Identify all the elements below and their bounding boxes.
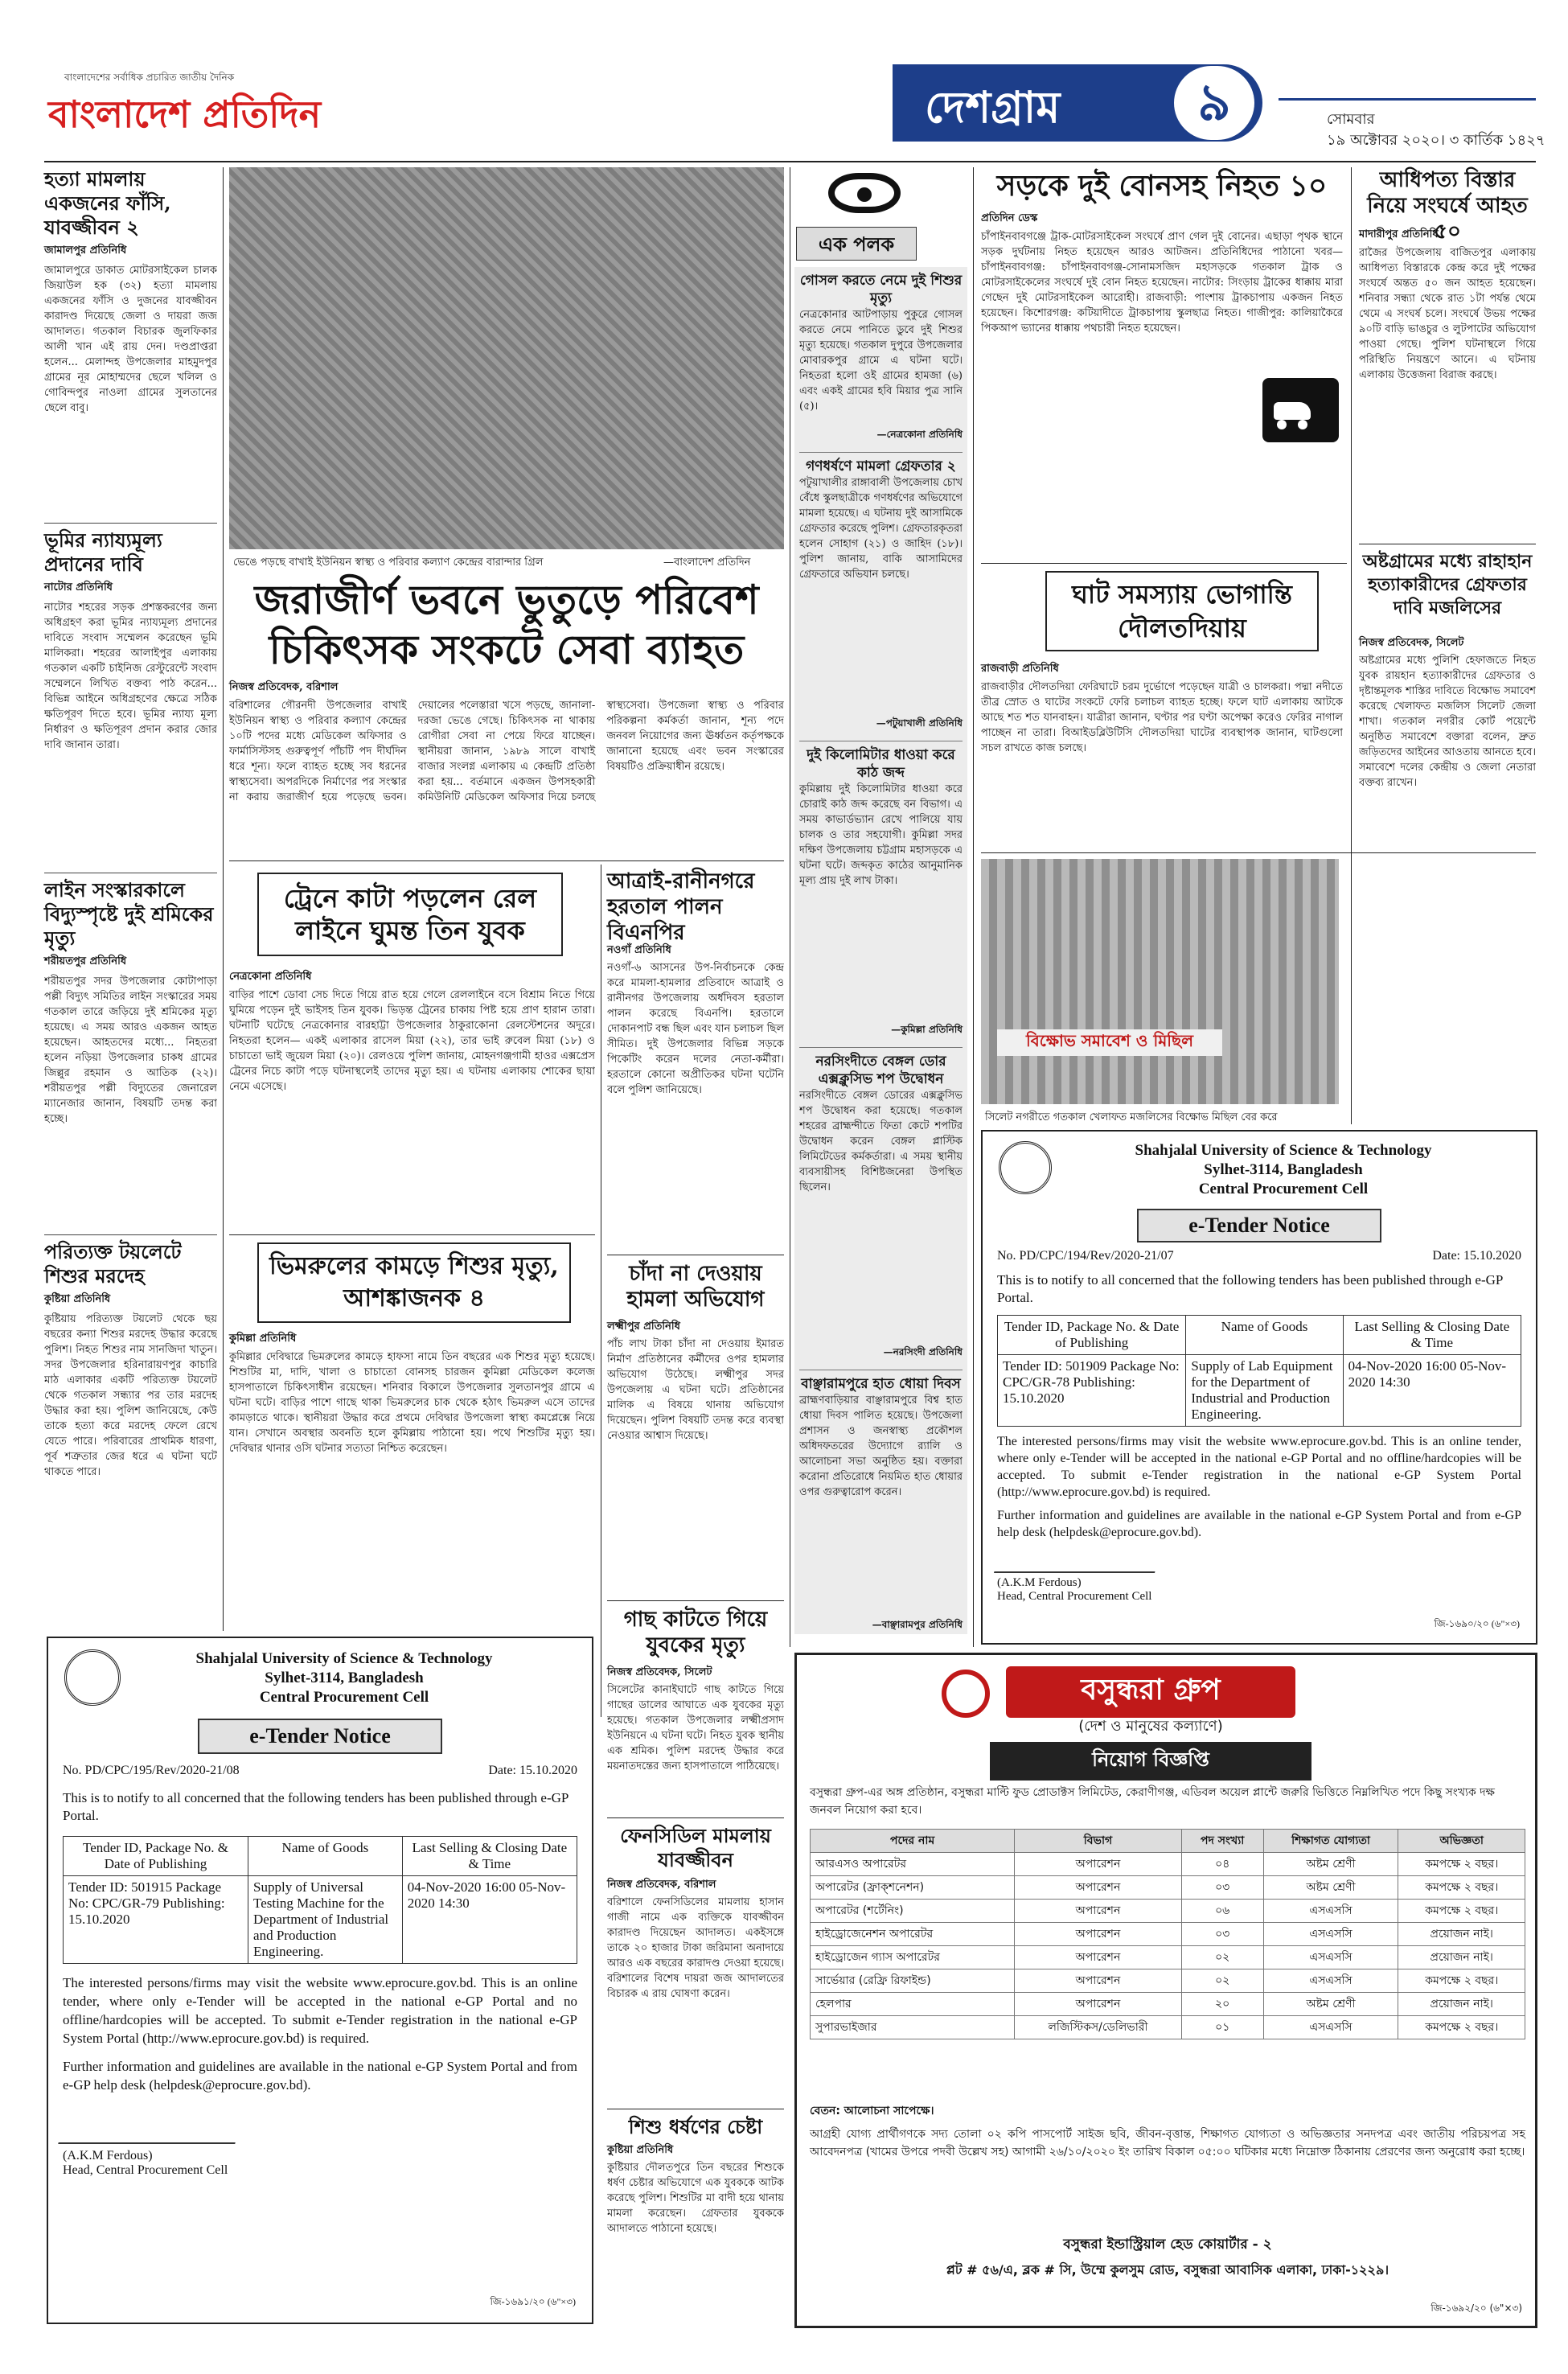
byline-main: নিজস্ব প্রতিবেদক, বরিশাল (229, 681, 339, 693)
tender-left-no: No. PD/CPC/195/Rev/2020-21/08 (63, 1764, 240, 1777)
byline-bhumi: নাটোর প্রতিনিধি (44, 581, 113, 594)
body-ghat: রাজবাড়ীর দৌলতদিয়া ফেরিঘাটে চরম দুর্ভোগে পড়েছেন যাত্রী ও চালকরা। পদ্মা নদীতে তীব্র স্রোত ও ঘাটের সংকটে ফেরি চলাচল ব্যাহত হচ্ছে। ফলে ঘাট এলাকায় আটকে আছে শত শত যানবাহন। যাত্রীরা জানান, ঘণ্টার পর ঘণ্টা অপেক্ষা করেও ফেরির নাগাল পাচ্ছেন না তারা। বিআইডব্লিউটিসি দৌলতদিয়া ঘাটের ব্যবস্থাপক জানান, ঘাটগুলো সচল রাখতে কাজ চলছে। (981, 681, 1343, 754)
page-number: ৯ (1174, 66, 1254, 140)
tender-left-date: Date: 15.10.2020 (488, 1764, 577, 1777)
brand-tagline: বাংলাদেশের সর্বাধিক প্রচারিত জাতীয় দৈনিক (64, 72, 235, 83)
story-bhumi (44, 523, 217, 869)
ekpolok-item-body: কুমিল্লায় দুই কিলোমিটার ধাওয়া করে চোরাই কাঠ জব্দ করেছে বন বিভাগ। এ সময় কাভার্ডভ্যান রেখে পালিয়ে যায় চালক ও তার সহযোগী। কুমিল্লা সদর দক্ষিণ উপজেলায় চট্টগ্রাম মহাসড়কে এ ঘটনা ঘটে। জব্দকৃত কাঠের আনুমানিক মূল্য প্রায় দুই লাখ টাকা। (799, 783, 963, 887)
headline-toilet: পরিত্যক্ত টয়লেটে শিশুর মরদেহ (44, 1240, 182, 1288)
tender-right-c1: Tender ID: 501909 Package No: CPC/GR-78 Publishing: 15.10.2020 (998, 1355, 1186, 1427)
job-cell: অপারেশন (1015, 1993, 1181, 2016)
col-divider-1 (223, 167, 224, 1631)
job-cell: ০৩ (1181, 1923, 1263, 1946)
job-cell: কমপক্ষে ২ বছর। (1398, 1900, 1525, 1923)
byline-fencidil: নিজস্ব প্রতিবেদক, বরিশাল (607, 1879, 716, 1891)
job-cell: অপারেশন (1015, 1923, 1181, 1946)
tender-left-sig-name: (A.K.M Ferdous) (63, 2149, 153, 2162)
byline-shishu: কুষ্টিয়া প্রতিনিধি (607, 2144, 674, 2156)
byline-toilet: কুষ্টিয়া প্রতিনিধি (44, 1293, 111, 1305)
body-shishu: কুষ্টিয়ার দৌলতপুরে তিন বছরের শিশুকে ধর্ষণ চেষ্টার অভিযোগে এক যুবককে আটক করেছে পুলিশ। শিশুটির মা বাদী হয়ে থানায় মামলা করেছেন। গ্রেফতার যুবককে আদালতে পাঠানো হয়েছে। (607, 2162, 784, 2235)
ekpolok-item-title: গোসল করতে নেমে দুই শিশুর মৃত্যু (799, 273, 963, 306)
headline-sorok: সড়কে দুই বোনসহ নিহত ১০ (996, 169, 1328, 203)
tender-right-refline (997, 1249, 1521, 1263)
sust-logo-icon (64, 1649, 121, 1706)
headline-ashteagram: অষ্টগ্রামের মধ্যে রাহাহান হত্যাকারীদের গ্রেফতার দাবি মজলিসের (1362, 551, 1533, 618)
bashundhara-logo-icon (942, 1670, 990, 1718)
tender-left-c1: Tender ID: 501915 Package No: CPC/GR-79 Publishing: 15.10.2020 (64, 1876, 248, 1964)
main-photo-credit: —বাংলাদেশ প্রতিদিন (663, 557, 751, 569)
gach-rule (607, 1600, 784, 1601)
protest-caption: সিলেট নগরীতে গতকাল খেলাফত মজলিসের বিক্ষোভ মিছিল বের করে (985, 1111, 1278, 1123)
tender-left-cell: Central Procurement Cell (259, 1689, 429, 1706)
tender-right-sig-name: (A.K.M Ferdous) (997, 1576, 1082, 1589)
table-row (811, 1853, 1525, 1876)
bashundhara-ref: জি-১৬৯২/২০ (৬"×৩) (1430, 2302, 1522, 2314)
section-title: দেশগ্রাম (925, 82, 1061, 133)
headline-fencidil: ফেনসিডিল মামলায় যাবজ্জীবন (620, 1824, 771, 1871)
job-cell: ২০ (1181, 1993, 1263, 2016)
bashundhara-ad (794, 1653, 1537, 2328)
tender-left-org: Shahjalal University of Science & Technology (195, 1650, 493, 1667)
header-date: ১৯ অক্টোবর ২০২০। ৩ কার্তিক ১৪২৭ (1327, 132, 1545, 149)
job-col-header: শিক্ষাগত যোগ্যতা (1263, 1830, 1398, 1853)
bashundhara-title: নিয়োগ বিজ্ঞপ্তি (990, 1742, 1311, 1780)
tender-left-h3: Last Selling & Closing Date & Time (402, 1837, 577, 1876)
job-col-header: বিভাগ (1015, 1830, 1181, 1853)
tender-right (981, 1130, 1537, 1645)
tender-right-title: e-Tender Notice (1137, 1209, 1381, 1242)
job-cell: প্রয়োজন নাই। (1398, 1923, 1525, 1946)
body-line: শরীয়তপুর সদর উপজেলার কোটাপাড়া পল্লী বিদ্যুৎ সমিতির লাইন সংস্কারের সময় গতকাল তারে জড়িয়ে দুই শ্রমিকের মৃত্যু হয়েছে। এ সময় আরও একজন আহত হয়েছেন। আহতদের মধ্যে... নিহতরা হলেন নড়িয়া উপজেলার চাকধ গ্রামের জিল্লুর রহমান ও আতিক (২২)। শরীয়তপুর পল্লী বিদ্যুতের জেনারেল ম্যানেজার জানান, বিষয়টি তদন্ত করা হচ্ছে। (44, 975, 217, 1125)
table-row (811, 1969, 1525, 1993)
tender-right-h3: Last Selling & Closing Date & Time (1343, 1316, 1521, 1355)
tender-right-h2: Name of Goods (1186, 1316, 1343, 1355)
job-cell: এসএসসি (1263, 2016, 1398, 2039)
masthead-rule (44, 161, 1536, 162)
ekpolok-list (794, 267, 967, 1634)
job-cell: ০৩ (1181, 1876, 1263, 1900)
ghat-rule (981, 563, 1347, 564)
ekpolok-item-body: পটুয়াখালীর রাঙ্গাবালী উপজেলায় চোখ বেঁধে স্কুলছাত্রীকে গণধর্ষণের অভিযোগে মামলা হয়েছে। এ ঘটনায় দুই আসামিকে গ্রেফতার করেছে পুলিশ। গ্রেফতারকৃতরা হলেন সোহাগ (২১) ও জাহিদ (১৮)। পুলিশ জানায়, বাকি আসামিদের গ্রেফতারে অভিযান চলছে। (799, 477, 963, 581)
main-photo (229, 167, 784, 549)
job-cell: অপারেটর (ফ্রাক্শনেশন) (811, 1876, 1015, 1900)
tender-right-addr: Sylhet-3114, Bangladesh (1204, 1161, 1363, 1178)
headline-chanda: চাঁদা না দেওয়ায় হামলা অভিযোগ (626, 1262, 765, 1312)
ekpolok-item (799, 1370, 963, 1634)
bashundhara-name: বসুন্ধরা গ্রুপ (1006, 1666, 1295, 1718)
headline-train: ট্রেনে কাটা পড়লেন রেল লাইনে ঘুমন্ত তিন যুবক (257, 873, 563, 956)
byline-hatya: জামালপুর প্রতিনিধি (44, 244, 127, 257)
byline-bhimrul: কুমিল্লা প্রতিনিধি (229, 1333, 297, 1345)
body-bhumi: নাটোর শহরের সড়ক প্রশস্তকরণের জন্য অধিগ্রহণ করা ভূমির ন্যায্যমূল্য প্রদানের দাবিতে সংবাদ সম্মেলন করেছেন ভূমি মালিকরা। শহরের আলাইপুর এলাকায় গতকাল একটি চাইনিজ রেস্টুরেন্টে সংবাদ সম্মেলনে লিখিত বক্তব্য পাঠ করেন... বিভিন্ন আইনে অধিগ্রহণের ক্ষেত্রে সঠিক ক্ষতিপূরণ দিতে হবে। ভূমির ন্যায্য মূল্য নির্ধারণ ও ক্ষতিপূরণ প্রদান করার জোর দাবি জানান তারা। (44, 602, 217, 751)
job-cell: হাইড্রোজেন গ্যাস অপারেটর (811, 1946, 1015, 1969)
byline-adhipotto: মাদারীপুর প্রতিনিধি (1359, 228, 1439, 240)
tender-right-no: No. PD/CPC/194/Rev/2020-21/07 (997, 1249, 1174, 1263)
table-row (811, 1900, 1525, 1923)
ekpolok-item (799, 1047, 963, 1362)
ekpolok-item (799, 452, 963, 733)
bashundhara-hq: বসুন্ধরা ইন্ডাস্ট্রিয়াল হেড কোয়ার্টার - ২ (1063, 2236, 1272, 2253)
byline-ashteagram: নিজস্ব প্রতিবেদক, সিলেট (1359, 637, 1464, 649)
job-cell: অষ্টম শ্রেণী (1263, 1876, 1398, 1900)
headline-ghat: ঘাট সমস্যায় ভোগান্তি দৌলতদিয়ায় (1045, 571, 1319, 651)
body-sorok: চাঁপাইনবাবগঞ্জে ট্রাক-মোটরসাইকেল সংঘর্ষে প্রাণ গেল দুই বোনের। এছাড়া পৃথক স্থানে সড়ক দুর্ঘটনায় নিহত হয়েছেন আরও আটজন। প্রতিনিধিদের পাঠানো খবর— চাঁপাইনবাবগঞ্জ: চাঁপাইনবাবগঞ্জ-সোনামসজিদ মহাসড়কে গতকাল ট্রাক ও মোটরসাইকেলের সংঘর্ষে দুই বোন নিহত হয়েছেন। নাটোর: সিংড়ায় ট্রাকের ধাক্কায় মারা গেছেন দুই মোটরসাইকেল আরোহী। রাজবাড়ী: পাংশায় ট্রাকচাপায় একজন নিহত হয়েছেন। কিশোরগঞ্জ: কটিয়াদীতে ট্রাকচাপায় স্কুলছাত্র নিহত। গাজীপুর: কালিয়াকৈরে পিকআপ ভ্যানের ধাক্কায় পথচারী নিহত হয়েছেন। (981, 231, 1343, 335)
headline-bhimrul: ভিমরুলের কামড়ে শিশুর মৃত্যু, আশঙ্কাজনক ৪ (257, 1242, 571, 1323)
tender-left-ref: জি-১৬৯১/২০ (৬"×৩) (490, 2296, 576, 2307)
headline-adhipotto: আধিপত্য বিস্তার নিয়ে সংঘর্ষে আহত ৫০ (1367, 168, 1528, 244)
header-day: সোমবার (1327, 111, 1375, 128)
table-row (811, 1923, 1525, 1946)
ekpolok-item-title: নরসিংদীতে বেঙ্গল ডোর এক্সক্লুসিভ শপ উদ্বোধন (815, 1054, 946, 1087)
job-cell: অষ্টম শ্রেণী (1263, 1993, 1398, 2016)
tender-left-signature (58, 2107, 244, 2144)
body-chanda: পাঁচ লাখ টাকা চাঁদা না দেওয়ায় ইমারত নির্মাণ প্রতিষ্ঠানের কর্মীদের ওপর হামলার অভিযোগ উঠেছে। লক্ষ্মীপুর সদর উপজেলায় এ ঘটনা ঘটে। প্রতিষ্ঠানের মালিক এ বিষয়ে থানায় অভিযোগ দিয়েছেন। পুলিশ বিষয়টি তদন্ত করে ব্যবস্থা নেওয়ার আশ্বাস দিয়েছে। (607, 1338, 784, 1442)
tender-left-addr: Sylhet-3114, Bangladesh (265, 1670, 424, 1686)
bashundhara-salary: বেতন: আলোচনা সাপেক্ষে। (810, 2105, 934, 2117)
ekpolok-item-body: নেত্রকোনার আটপাড়ায় পুকুরে গোসল করতে নেমে পানিতে ডুবে দুই শিশুর মৃত্যু হয়েছে। গতকাল দুপুরে উপজেলার মোবারকপুর গ্রামে এ ঘটনা ঘটে। নিহতরা হলো ওই গ্রামের হামজা (৬) এবং একই গ্রামের হবি মিয়ার পুত্র সানি (৫)। (799, 309, 963, 413)
byline-chanda: লক্ষ্মীপুর প্রতিনিধি (607, 1320, 680, 1333)
bashundhara-address: প্লট # ৫৬/এ, ব্লক # সি, উম্মে কুলসুম রোড, বসুন্ধরা আবাসিক এলাকা, ঢাকা-১২২৯। (946, 2262, 1389, 2277)
job-cell: অপারেশন (1015, 1946, 1181, 1969)
job-cell: সার্ভেয়ার (রেফ্রি রিফাইন্ড) (811, 1969, 1015, 1993)
tender-right-ref: জি-১৬৯০/২০ (৬"×৩) (1434, 1618, 1520, 1629)
ekpolok-item-body: ব্রাহ্মণবাড়িয়ার বাঞ্ছারামপুরে বিশ্ব হাত ধোয়া দিবস পালিত হয়েছে। উপজেলা প্রশাসন ও জনস্বাস্থ্য প্রকৌশল অধিদফতরের উদ্যোগে র‍্যালি ও আলোচনা সভা অনুষ্ঠিত হয়। বক্তারা করোনা প্রতিরোধে নিয়মিত হাত ধোয়ার ওপর গুরুত্বারোপ করেন। (799, 1394, 963, 1498)
byline-ghat: রাজবাড়ী প্রতিনিধি (981, 663, 1059, 675)
job-table (810, 1829, 1525, 2039)
job-cell: অষ্টম শ্রেণী (1263, 1853, 1398, 1876)
job-col-header: পদের নাম (811, 1830, 1015, 1853)
body-bhimrul: কুমিল্লার দেবিদ্বারে ভিমরুলের কামড়ে হাফসা নামে তিন বছরের এক শিশুর মৃত্যু হয়েছে। শিশুটির মা, দাদি, খালা ও চাচাতো বোনসহ চারজন কুমিল্লা মেডিকেল কলেজ হাসপাতালে চিকিৎসাধীন রয়েছেন। শনিবার বিকালে উপজেলার সুলতানপুর গ্রামে এ ঘটনা ঘটে। বাড়ির পাশে গাছে থাকা ভিমরুলের চাক থেকে হঠাৎ ভিমরুল এসে তাদের কামড়াতে থাকে। স্থানীয়রা উদ্ধার করে প্রথমে দেবিদ্বার উপজেলা স্বাস্থ্য কমপ্লেক্সে নিয়ে যান। সেখানে অবস্থার অবনতি হলে কুমিল্লায় পাঠানো হয়। পথে শিশুটির মৃত্যু হয়। দেবিদ্বার থানার ওসি ঘটনার সত্যতা নিশ্চিত করেছেন। (229, 1351, 595, 1455)
ekpolok-item-byline: —নরসিংদী প্রতিনিধি (883, 1346, 963, 1357)
tender-right-org: Shahjalal University of Science & Technology (1135, 1142, 1432, 1159)
byline-sorok: প্রতিদিন ডেস্ক (981, 212, 1038, 224)
ekpolok-item-byline: —কুমিল্লা প্রতিনিধি (891, 1024, 963, 1035)
body-hatya: জামালপুরে ডাকাত মোটরসাইকেল চালক জিয়াউল হক (৩২) হত্যা মামলায় একজনের ফাঁসি ও দুজনের যাবজ্জীবন কারাদণ্ড দিয়েছে জেলা ও দায়রা জজ আদালত। গতকাল বিচারক জুলফিকার আলী খান এই রায় দেন। দণ্ডপ্রাপ্তরা হলেন... মেলান্দহ উপজেলার মাহমুদপুর গ্রামের নূর মোহাম্মদের ছেলে খলিল ও গোবিন্দপুর নাওলা গ্রামের সুলতানের ছেলে বাবু। (44, 265, 217, 414)
story-hatya (44, 167, 217, 521)
tender-left-p1: The interested persons/firms may visit the website www.eprocure.gov.bd. This is an online tender, where only e-Tender will be accepted in the national e-GP Portal and no offline/hardcopies will be accepted. To submit e-Tender registration in the national e-GP System Portal (http://www.eprocure.gov.bd) is required. (63, 1975, 577, 2046)
job-cell: এসএসসি (1263, 1946, 1398, 1969)
body-gach: সিলেটের কানাইঘাটে গাছ কাটতে গিয়ে গাছের ডালের আঘাতে এক যুবকের মৃত্যু হয়েছে। গতকাল উপজেলার লক্ষ্মীপ্রসাদ ইউনিয়নে এ ঘটনা ঘটে। নিহত যুবক স্থানীয় এক শ্রমিক। পুলিশ মরদেহ উদ্ধার করে ময়নাতদন্তের জন্য হাসপাতালে পাঠিয়েছে। (607, 1684, 784, 1772)
table-row (811, 2016, 1525, 2039)
job-cell: অপারেশন (1015, 1969, 1181, 1993)
tender-right-c3: 04-Nov-2020 16:00 05-Nov-2020 14:30 (1343, 1355, 1521, 1427)
job-cell: আরএসও অপারেটর (811, 1853, 1015, 1876)
table-row (811, 1876, 1525, 1900)
tender-left-table (63, 1836, 577, 1964)
headline-line: লাইন সংস্কারকালে বিদ্যুস্পৃষ্টে দুই শ্রমিকের মৃত্যু (44, 878, 214, 950)
brand-logo: বাংলাদেশ প্রতিদিন (48, 92, 322, 136)
table-row (811, 1946, 1525, 1969)
ekpolok-item-byline: —বাঞ্ছারামপুর প্রতিনিধি (872, 1619, 963, 1630)
headline-bhumi: ভূমির ন্যায্যমূল্য প্রদানের দাবি (44, 528, 162, 576)
job-col-header: অভিজ্ঞতা (1398, 1830, 1525, 1853)
ekpolok-item (799, 741, 963, 1039)
tender-left-title: e-Tender Notice (198, 1719, 442, 1754)
tender-right-table (997, 1315, 1521, 1427)
bashundhara-motto: (দেশ ও মানুষের কল্যাণে) (1078, 1718, 1223, 1735)
protest-banner: বিক্ষোভ সমাবেশ ও মিছিল (997, 1029, 1222, 1056)
ekpolok-item-byline: —পটুয়াখালী প্রতিনিধি (876, 717, 963, 729)
job-col-header: পদ সংখ্যা (1181, 1830, 1263, 1853)
job-cell: হাইড্রোজেনেশন অপারেটর (811, 1923, 1015, 1946)
body-atrai: নওগাঁ-৬ আসনের উপ-নির্বাচনকে কেন্দ্র করে মামলা-হামলার প্রতিবাদে আত্রাই ও রানীনগর উপজেলায় অর্ধদিবস হরতাল পালন করেছে বিএনপি। হরতালে দোকানপাট বন্ধ ছিল এবং যান চলাচল ছিল সীমিত। দুই উপজেলার বিভিন্ন সড়কে পিকেটিং করেন দলের নেতা-কর্মীরা। হরতালে কোনো অপ্রীতিকর ঘটনা ঘটেনি বলে পুলিশ জানিয়েছে। (607, 962, 784, 1096)
table-row (811, 1993, 1525, 2016)
tender-right-h1: Tender ID, Package No. & Date of Publishing (998, 1316, 1186, 1355)
bashundhara-intro: বসুন্ধরা গ্রুপ-এর অঙ্গ প্রতিষ্ঠান, বসুন্ধরা মাল্টি ফুড প্রোডাক্টস লিমিটেড, কেরাণীগঞ্জ, এডিবল অয়েল প্লান্টে জরুরি ভিত্তিতে নিম্নলিখিত পদে কিছু সংখ্যক দক্ষ জনবল নিয়োগ করা হবে। (810, 1786, 1495, 1817)
tender-left-c3: 04-Nov-2020 16:00 05-Nov-2020 14:30 (402, 1876, 577, 1964)
job-cell: অপারেশন (1015, 1876, 1181, 1900)
job-cell: এসএসসি (1263, 1923, 1398, 1946)
main-photo-caption: ভেঙে পড়ছে বাখাই ইউনিয়ন স্বাস্থ্য ও পরিবার কল্যাণ কেন্দ্রের বারান্দার গ্রিল (233, 557, 544, 569)
tender-left-h1: Tender ID, Package No. & Date of Publishing (64, 1837, 248, 1876)
job-cell: লজিস্টিকস/ডেলিভারী (1015, 2016, 1181, 2039)
byline-atrai: নওগাঁ প্রতিনিধি (607, 944, 671, 956)
job-cell: কমপক্ষে ২ বছর। (1398, 1876, 1525, 1900)
tender-right-cell: Central Procurement Cell (1198, 1181, 1369, 1197)
tender-right-sig-role: Head, Central Procurement Cell (997, 1590, 1152, 1603)
ekpolok-item-body: নরসিংদীতে বেঙ্গল ডোরের এক্সক্লুসিভ শপ উদ্বোধন করা হয়েছে। গতকাল শহরের ব্রাহ্মন্দীতে ফিতা কেটে শপটির উদ্বোধন করেন বেঙ্গল প্লাস্টিক লিমিটেডের কর্মকর্তারা। এ সময় স্থানীয় ব্যবসায়ীসহ বিশিষ্টজনেরা উপস্থিত ছিলেন। (799, 1090, 963, 1193)
headline-hatya: হত্যা মামলায় একজনের ফাঁসি, যাবজ্জীবন ২ (44, 167, 171, 239)
tender-left-h2: Name of Goods (248, 1837, 403, 1876)
job-cell: কমপক্ষে ২ বছর। (1398, 1969, 1525, 1993)
fencidil-rule (607, 1817, 784, 1818)
job-cell: ০২ (1181, 1969, 1263, 1993)
car-crash-icon (1262, 378, 1339, 442)
body-train: বাড়ির পাশে ডোবা সেচ দিতে গিয়ে রাত হয়ে গেলে রেললাইনে বসে বিশ্রাম নিতে গিয়ে ঘুমিয়ে পড়েন দুই ভাইসহ তিন যুবক। ভিড়ন্ত ট্রেনের চাকায় পিষ্ট হয়ে প্রাণ হারান তারা। ঘটনাটি ঘটেছে নেত্রকোনার বারহাট্টা উপজেলার ঠাকুরাকোনা রেলস্টেশনের অদূরে। নিহতরা হলেন— একই এলাকার রাসেল মিয়া (২২), তার ভাই রুবেল মিয়া (১৮) ও চাচাতো ভাই জুয়েল মিয়া (২০)। রেলওয়ে পুলিশ জানায়, মোহনগঞ্জগামী হাওর এক্সপ্রেস ট্রেনের নিচে কাটা পড়ে ঘটনাস্থলেই তাদের মৃত্যু হয়। এ ঘটনায় এলাকায় শোকের ছায়া নেমে এসেছে। (229, 989, 595, 1093)
body-ashteagram: অষ্টগ্রামের মধ্যে পুলিশি হেফাজতে নিহত যুবক রায়হান হত্যাকারীদের গ্রেফতার ও দৃষ্টান্তমূলক শাস্তির দাবিতে বিক্ষোভ সমাবেশ করেছে খেলাফত মজলিস সিলেট জেলা শাখা। গতকাল নগরীর কোর্ট পয়েন্টে অনুষ্ঠিত সমাবেশে বক্তারা বলেন, দ্রুত জড়িতদের আইনের আওতায় আনতে হবে। সমাবেশে দলের কেন্দ্রীয় ও জেলা নেতারা বক্তব্য রাখেন। (1359, 655, 1536, 789)
tender-left-refline (63, 1764, 577, 1778)
job-cell: প্রয়োজন নাই। (1398, 1993, 1525, 2016)
job-cell: অপারেশন (1015, 1900, 1181, 1923)
job-cell: কমপক্ষে ২ বছর। (1398, 2016, 1525, 2039)
body-fencidil: বরিশালে ফেনসিডিলের মামলায় হাসান গাজী নামে এক ব্যক্তিকে যাবজ্জীবন কারাদণ্ড দিয়েছেন আদালত। একইসঙ্গে তাকে ২০ হাজার টাকা জরিমানা অনাদায়ে আরও এক বছরের কারাদণ্ড দেওয়া হয়েছে। বরিশালের বিশেষ দায়রা জজ আদালতের বিচারক এ রায় ঘোষণা করেন। (607, 1896, 784, 2000)
tender-right-date: Date: 15.10.2020 (1432, 1249, 1521, 1263)
byline-line: শরীয়তপুর প্রতিনিধি (44, 955, 127, 967)
masthead (40, 56, 1545, 161)
header-rule (1279, 98, 1536, 101)
body-toilet: কুষ্টিয়ায় পরিত্যক্ত টয়লেট থেকে ছয় বছরের কন্যা শিশুর মরদেহ উদ্ধার করেছে পুলিশ। নিহত শিশুর নাম সানজিদা খাতুন। সদর উপজেলার হরিনারায়ণপুর কাচারি মাঠ এলাকার একটি পরিত্যক্ত টয়লেট থেকে গতকাল সন্ধ্যার পর তার মরদেহ উদ্ধার করা হয়। পুলিশ জানিয়েছে, কেউ তাকে হত্যা করে মরদেহ ফেলে রেখে যেতে পারে। পরিবারের প্রাথমিক ধারণা, পূর্ব শত্রুতার জের ধরে এ ঘটনা ঘটে থাকতে পারে। (44, 1313, 217, 1478)
tender-right-intro: This is to notify to all concerned that the following tenders has been published through e-GP Portal. (997, 1272, 1503, 1305)
job-cell: এসএসসি (1263, 1969, 1398, 1993)
byline-gach: নিজস্ব প্রতিবেদক, সিলেট (607, 1666, 712, 1678)
job-cell: প্রয়োজন নাই। (1398, 1946, 1525, 1969)
job-table-header (811, 1830, 1525, 1853)
job-cell: ০৪ (1181, 1853, 1263, 1876)
byline-train: নেত্রকোনা প্রতিনিধি (229, 971, 312, 983)
ekpolok-item-byline: —নেত্রকোনা প্রতিনিধি (876, 429, 963, 440)
col-divider-5 (1351, 167, 1352, 1124)
job-table-wrap (810, 1829, 1525, 2039)
tender-left-c2: Supply of Universal Testing Machine for the Department of Industrial and Production Engineering. (248, 1876, 403, 1964)
tender-left (47, 1637, 593, 2324)
job-cell: ০১ (1181, 2016, 1263, 2039)
tender-right-p2: Further information and guidelines are available in the national e-GP System Portal and from e-GP help desk (helpdesk@eprocure.gov.bd). (997, 1509, 1521, 1539)
ekpolok-eye-icon (828, 173, 901, 213)
ekpolok-item (799, 272, 963, 444)
job-cell: কমপক্ষে ২ বছর। (1398, 1853, 1525, 1876)
tender-left-intro: This is to notify to all concerned that the following tenders has been published through e-GP Portal. (63, 1790, 569, 1823)
ekpolok-item-title: দুই কিলোমিটার ধাওয়া করে কাঠ জব্দ (807, 747, 955, 781)
tender-right-signature (994, 1547, 1161, 1573)
bhimrul-rule (229, 1234, 595, 1235)
job-cell: অপারেটর (শর্টেনিং) (811, 1900, 1015, 1923)
main-bottom-rule (229, 860, 784, 861)
job-cell: অপারেশন (1015, 1853, 1181, 1876)
ekpolok-item-title: বাঞ্ছারামপুরে হাত ধোয়া দিবস (801, 1376, 961, 1392)
tender-left-sig-role: Head, Central Procurement Cell (63, 2163, 228, 2177)
job-cell: সুপারভাইজার (811, 2016, 1015, 2039)
ekpolok-item-title: গণধর্ষণে মামলা গ্রেফতার ২ (806, 458, 956, 474)
headline-main: জরাজীর্ণ ভবনে ভুতুড়ে পরিবেশ চিকিৎসক সংকটে সেবা ব্যাহত (254, 576, 759, 673)
headline-atrai: আত্রাই-রানীনগরে হরতাল পালন বিএনপির (607, 869, 755, 945)
job-cell: ০৬ (1181, 1900, 1263, 1923)
body-adhipotto: রাজৈর উপজেলায় বাজিতপুর এলাকায় আধিপত্য বিস্তারকে কেন্দ্র করে দুই পক্ষের সংঘর্ষে অন্তত ৫০ জন আহত হয়েছেন। শনিবার সন্ধ্যা থেকে রাত ১টা পর্যন্ত থেমে থেমে এ সংঘর্ষ চলে। সংঘর্ষে উভয় পক্ষের ৯০টি বাড়ি ভাঙচুর ও লুটপাটের অভিযোগ পাওয়া গেছে। পুলিশ ঘটনাস্থলে গিয়ে পরিস্থিতি নিয়ন্ত্রণে আনে। এ ঘটনায় এলাকায় উত্তেজনা বিরাজ করছে। (1359, 247, 1536, 381)
ekpolok-title: এক পলক (796, 227, 917, 261)
job-cell: হেলপার (811, 1993, 1015, 2016)
col-divider-4 (973, 167, 974, 1647)
bashundhara-apply: আগ্রহী যোগ্য প্রার্থীগণকে সদ্য তোলা ০২ কপি পাসপোর্ট সাইজ ছবি, জীবন-বৃত্তান্ত, শিক্ষাগত যোগ্যতা ও অভিজ্ঞতার সনদপত্র এবং জাতীয় পরিচয়পত্র সহ আবেদনপত্র (খামের উপরে পদবী উল্লেখ সহ) আগামী ২৬/১০/২০২০ ইং তারিখ বিকাল ০৫:০০ ঘটিকার মধ্যে নিম্নোক্ত ঠিকানায় প্রেরণের জন্য অনুরোধ করা হচ্ছে। (810, 2128, 1525, 2158)
headline-shishu: শিশু ধর্ষণের চেষ্টা (628, 2115, 763, 2138)
story-toilet (44, 1234, 217, 1629)
job-cell: এসএসসি (1263, 1900, 1398, 1923)
sust-logo-icon (999, 1141, 1052, 1194)
tender-right-c2: Supply of Lab Equipment for the Department of Industrial and Production Engineering. (1186, 1355, 1343, 1427)
tender-right-p1: The interested persons/firms may visit the website www.eprocure.gov.bd. This is an online tender, where only e-Tender will be accepted in the national e-GP Portal and no offline/hardcopies will be accepted. To submit e-Tender registration in the national e-GP System Portal (http://www.eprocure.gov.bd) is required. (997, 1435, 1521, 1499)
job-cell: ০২ (1181, 1946, 1263, 1969)
body-main: বরিশালের গৌরনদী উপজেলার বাখাই ইউনিয়ন স্বাস্থ্য ও পরিবার কল্যাণ কেন্দ্রের ১০টি পদের মধ্যে মেডিকেল অফিসার ও ফার্মাসিস্টসহ গুরুত্বপূর্ণ পাঁচটি পদ দীর্ঘদিন ধরে শূন্য। ফলে ব্যাহত হচ্ছে সব ধরনের স্বাস্থ্যসেবা। অপরদিকে নির্মাণের পর সংস্কার না করায় জরাজীর্ণ হয়ে পড়েছে ভবন। দেয়ালের পলেস্তারা খসে পড়ছে, জানালা-দরজা ভেঙে গেছে। চিকিৎসক না থাকায় রোগীরা সেবা না পেয়ে ফিরে যাচ্ছেন। স্থানীয়রা জানান, ১৯৮৯ সালে বাখাই বাজার সংলগ্ন এলাকায় এ কেন্দ্রটি প্রতিষ্ঠা করা হয়... বর্তমানে একজন উপসহকারী কমিউনিটি মেডিকেল অফিসার দিয়ে চলছে স্বাস্থ্যসেবা। উপজেলা স্বাস্থ্য ও পরিবার পরিকল্পনা কর্মকর্তা জানান, শূন্য পদে জনবল নিয়োগের জন্য ঊর্ধ্বতন কর্তৃপক্ষকে জানানো হয়েছে এবং ভবন সংস্কারের বিষয়টিও প্রক্রিয়াধীন রয়েছে। (229, 700, 784, 803)
story-line (44, 873, 217, 1230)
protest-photo (981, 859, 1339, 1104)
tender-left-p2: Further information and guidelines are available in the national e-GP System Portal and from e-GP help desk (helpdesk@eprocure.gov.bd). (63, 2059, 577, 2093)
headline-gach: গাছ কাটতে গিয়ে যুবকের মৃত্যু (623, 1608, 768, 1657)
